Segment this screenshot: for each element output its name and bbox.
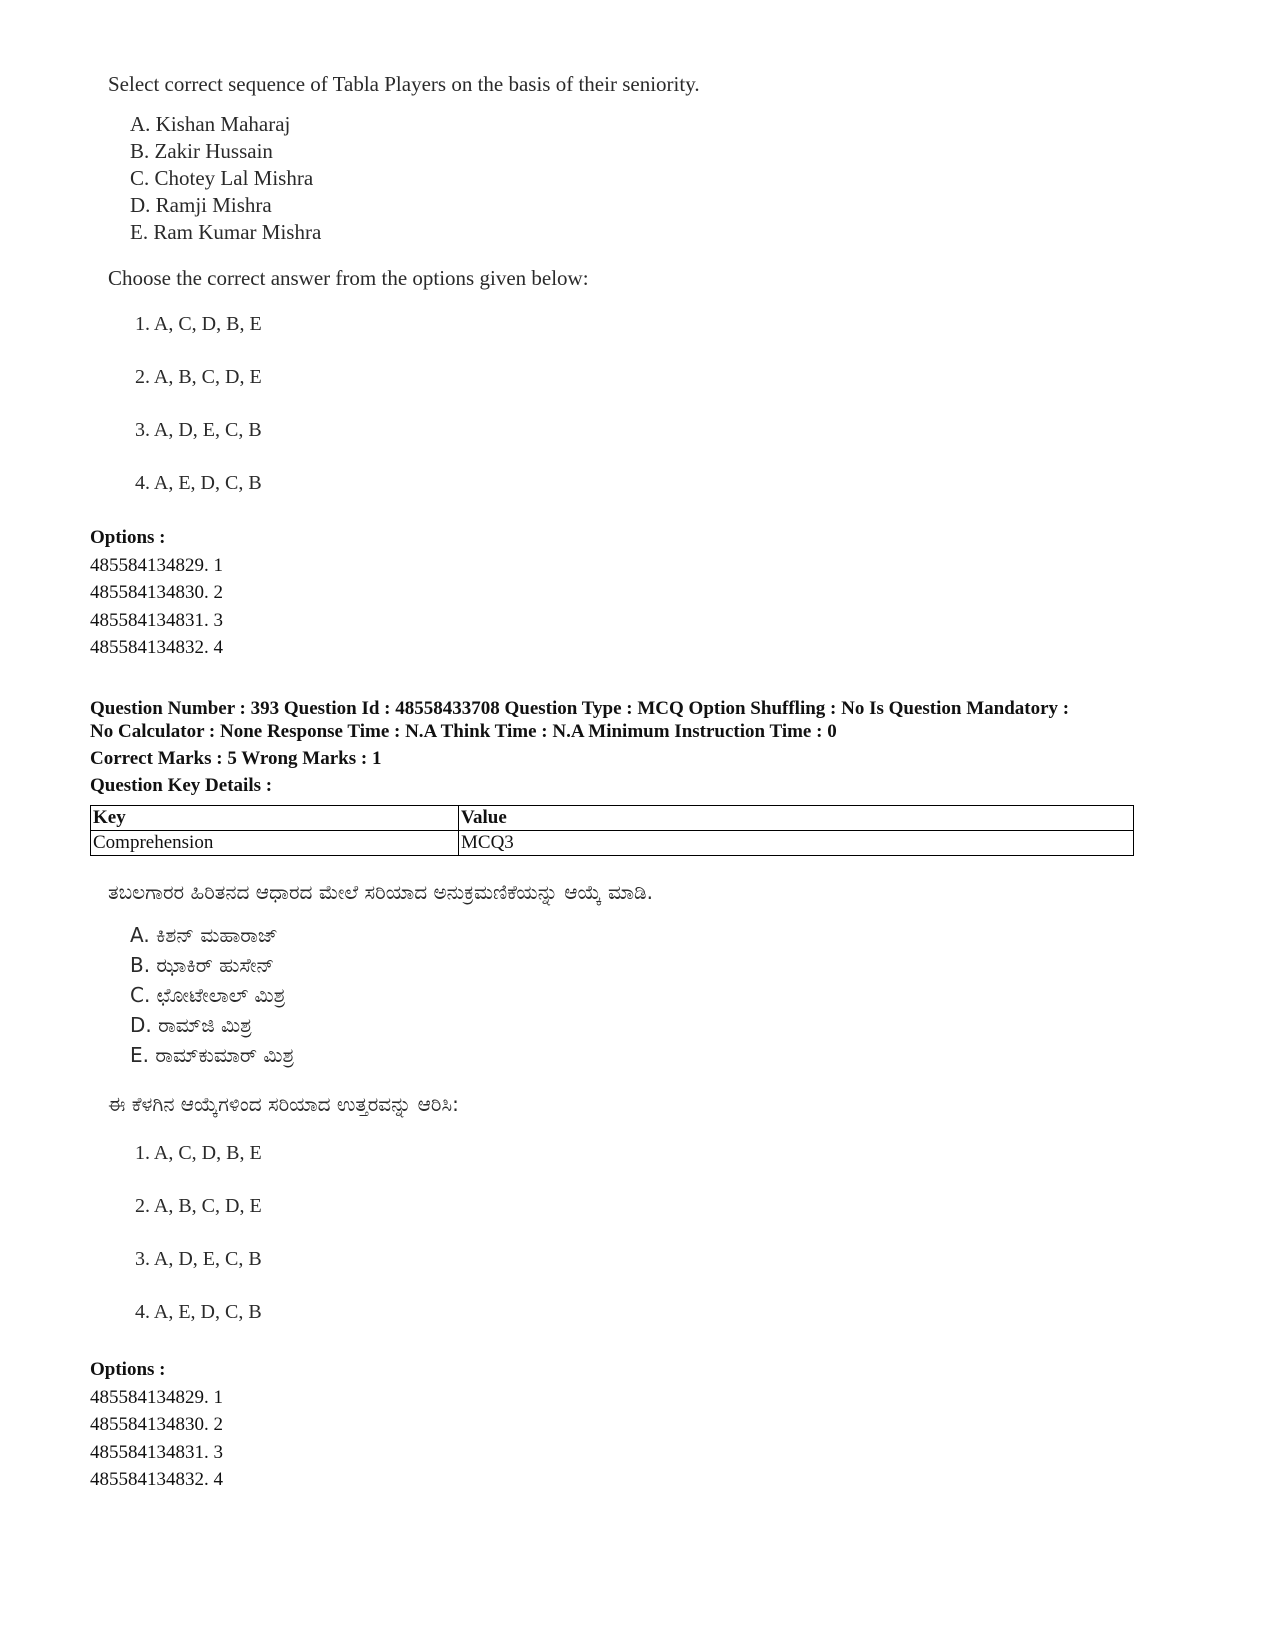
answer-choice: 2. A, B, C, D, E: [135, 366, 262, 388]
option-item: 485584134829. 1: [90, 1386, 223, 1408]
list-item: B. Zakir Hussain: [130, 139, 273, 163]
key-value-table: [90, 805, 1134, 856]
option-item: 485584134830. 2: [90, 582, 223, 603]
table-header-row: [91, 806, 1134, 831]
choose-instruction: ಈ ಕೆಳಗಿನ ಆಯ್ಕೆಗಳಿಂದ ಸರಿಯಾದ ಉತ್ತರವನ್ನು ಆರಿಸಿ:: [108, 1092, 459, 1116]
answer-choice: 2. A, B, C, D, E: [135, 1195, 262, 1217]
answer-choice: 4. A, E, D, C, B: [135, 472, 262, 494]
question-image-kannada: [108, 880, 653, 1350]
option-item: 485584134830. 2: [90, 1414, 223, 1435]
meta-line: No Calculator : None Response Time : N.A Think Time : N.A Minimum Instruction Time : 0: [90, 721, 837, 742]
meta-line: Question Number : 393 Question Id : 48558433708 Question Type : MCQ Option Shuffling : No Is Question Mandatory :: [90, 698, 1070, 719]
list-item: B. ಝಾಕಿರ್ ಹುಸೇನ್: [130, 953, 275, 977]
table-cell: Comprehension: [91, 831, 459, 856]
question-image-english: [108, 72, 700, 521]
options-list: [90, 1356, 223, 1494]
player-list: [130, 920, 653, 1070]
answer-choices: [135, 309, 700, 521]
list-item: D. Ramji Mishra: [130, 193, 272, 217]
answer-choice: 4. A, E, D, C, B: [135, 1301, 262, 1323]
answer-choice: 1. A, C, D, B, E: [135, 313, 262, 335]
question-statement: ತಬಲಗಾರರ ಹಿರಿತನದ ಆಧಾರದ ಮೇಲೆ ಸರಿಯಾದ ಅನುಕ್ರಮಣಿಕೆಯನ್ನು ಆಯ್ಕೆ ಮಾಡಿ.: [108, 880, 653, 904]
answer-choice: 3. A, D, E, C, B: [135, 419, 262, 441]
list-item: A. ಕಿಶನ್ ಮಹಾರಾಜ್: [130, 923, 278, 947]
question-meta: [90, 697, 1190, 797]
choose-instruction: Choose the correct answer from the options given below:: [108, 266, 589, 290]
answer-choices: [135, 1138, 653, 1350]
list-item: C. ಛೋಟೇಲಾಲ್ ಮಿಶ್ರ: [130, 983, 286, 1007]
options-heading: Options :: [90, 527, 166, 548]
answer-choice: 1. A, C, D, B, E: [135, 1142, 262, 1164]
list-item: D. ರಾಮ್‌ಜಿ ಮಿಶ್ರ: [130, 1013, 252, 1037]
key-details-label: Question Key Details :: [90, 775, 273, 796]
table-cell: MCQ3: [459, 831, 1134, 856]
table-header-cell: Key: [91, 806, 459, 831]
marks-line: Correct Marks : 5 Wrong Marks : 1: [90, 748, 382, 769]
list-item: C. Chotey Lal Mishra: [130, 166, 314, 190]
list-item: E. Ram Kumar Mishra: [130, 220, 322, 244]
table-row: [91, 831, 1134, 856]
option-item: 485584134829. 1: [90, 554, 223, 576]
list-item: E. ರಾಮ್‌ಕುಮಾರ್ ಮಿಶ್ರ: [130, 1043, 295, 1067]
answer-choice: 3. A, D, E, C, B: [135, 1248, 262, 1270]
table-header-cell: Value: [459, 806, 1134, 831]
player-list: [130, 111, 700, 246]
list-item: A. Kishan Maharaj: [130, 112, 291, 136]
option-item: 485584134832. 4: [90, 637, 223, 658]
options-heading: Options :: [90, 1359, 166, 1380]
options-list: [90, 524, 223, 662]
question-statement: Select correct sequence of Tabla Players on the basis of their seniority.: [108, 72, 700, 96]
option-item: 485584134831. 3: [90, 1441, 223, 1463]
option-item: 485584134832. 4: [90, 1469, 223, 1490]
option-item: 485584134831. 3: [90, 609, 223, 631]
